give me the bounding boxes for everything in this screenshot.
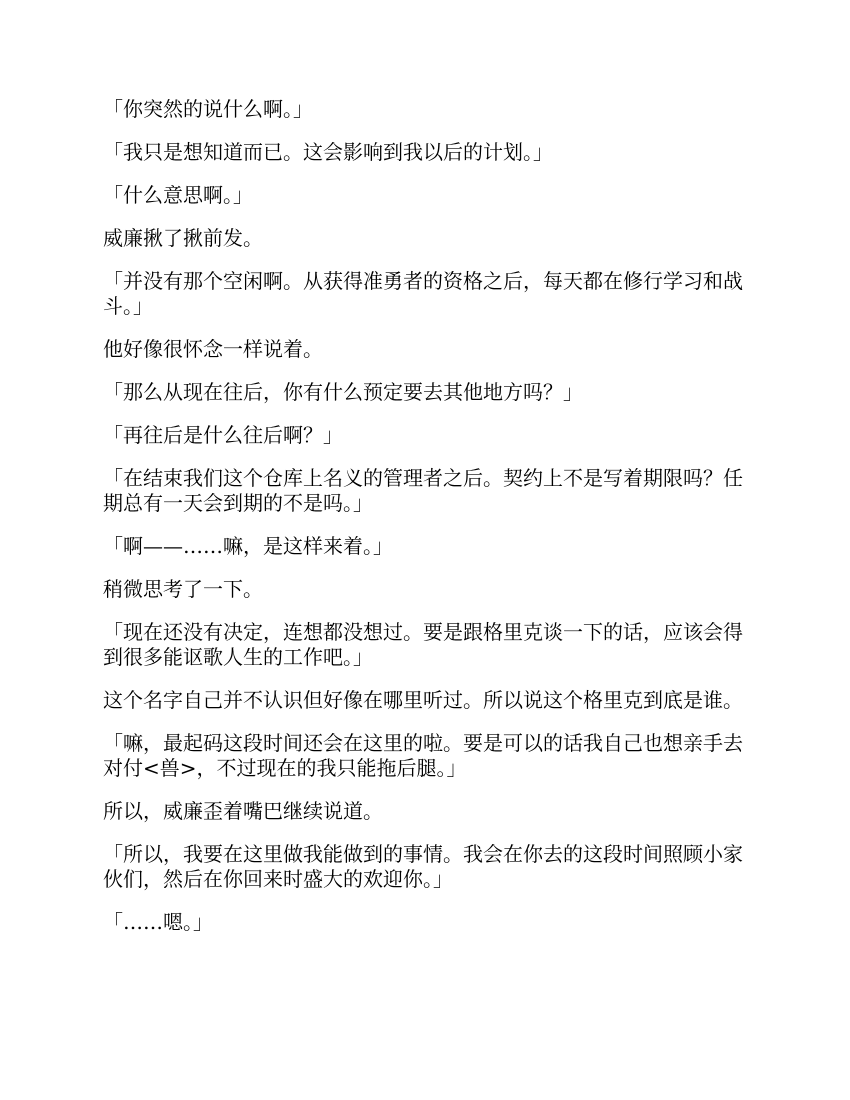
- dialogue-paragraph: 「我只是想知道而已。这会影响到我以后的计划。」: [103, 140, 553, 164]
- dialogue-paragraph: 「那么从现在往后，你有什么预定要去其他地方吗？」: [103, 380, 583, 404]
- narration-paragraph: 稍微思考了一下。: [103, 577, 263, 601]
- dialogue-paragraph: 「在结束我们这个仓库上名义的管理者之后。契约上不是写着期限吗？任期总有一天会到期的不是吗。」: [103, 466, 743, 515]
- narration-paragraph: 所以，威廉歪着嘴巴继续说道。: [103, 799, 383, 823]
- document-page: [103, 97, 751, 953]
- narration-paragraph: 威廉揪了揪前发。: [103, 226, 263, 250]
- dialogue-paragraph: 「现在还没有决定，连想都没想过。要是跟格里克谈一下的话，应该会得到很多能讴歌人生的工作吧。」: [103, 620, 743, 669]
- dialogue-paragraph: 「啊——……嘛，是这样来着。」: [103, 534, 393, 558]
- narration-paragraph: 他好像很怀念一样说着。: [103, 337, 323, 361]
- dialogue-paragraph: 「再往后是什么往后啊？」: [103, 423, 343, 447]
- dialogue-paragraph: 「并没有那个空闲啊。从获得准勇者的资格之后，每天都在修行学习和战斗。」: [103, 269, 743, 318]
- dialogue-paragraph: 「你突然的说什么啊。」: [103, 97, 313, 121]
- dialogue-paragraph: 「……嗯。」: [103, 910, 213, 934]
- dialogue-paragraph: 「嘛，最起码这段时间还会在这里的啦。要是可以的话我自己也想亲手去对付<兽>，不过现在的我只能拖后腿。」: [103, 731, 743, 780]
- dialogue-paragraph: 「什么意思啊。」: [103, 183, 253, 207]
- dialogue-paragraph: 「所以，我要在这里做我能做到的事情。我会在你去的这段时间照顾小家伙们，然后在你回来时盛大的欢迎你。」: [103, 842, 743, 891]
- narration-paragraph: 这个名字自己并不认识但好像在哪里听过。所以说这个格里克到底是谁。: [103, 688, 743, 712]
